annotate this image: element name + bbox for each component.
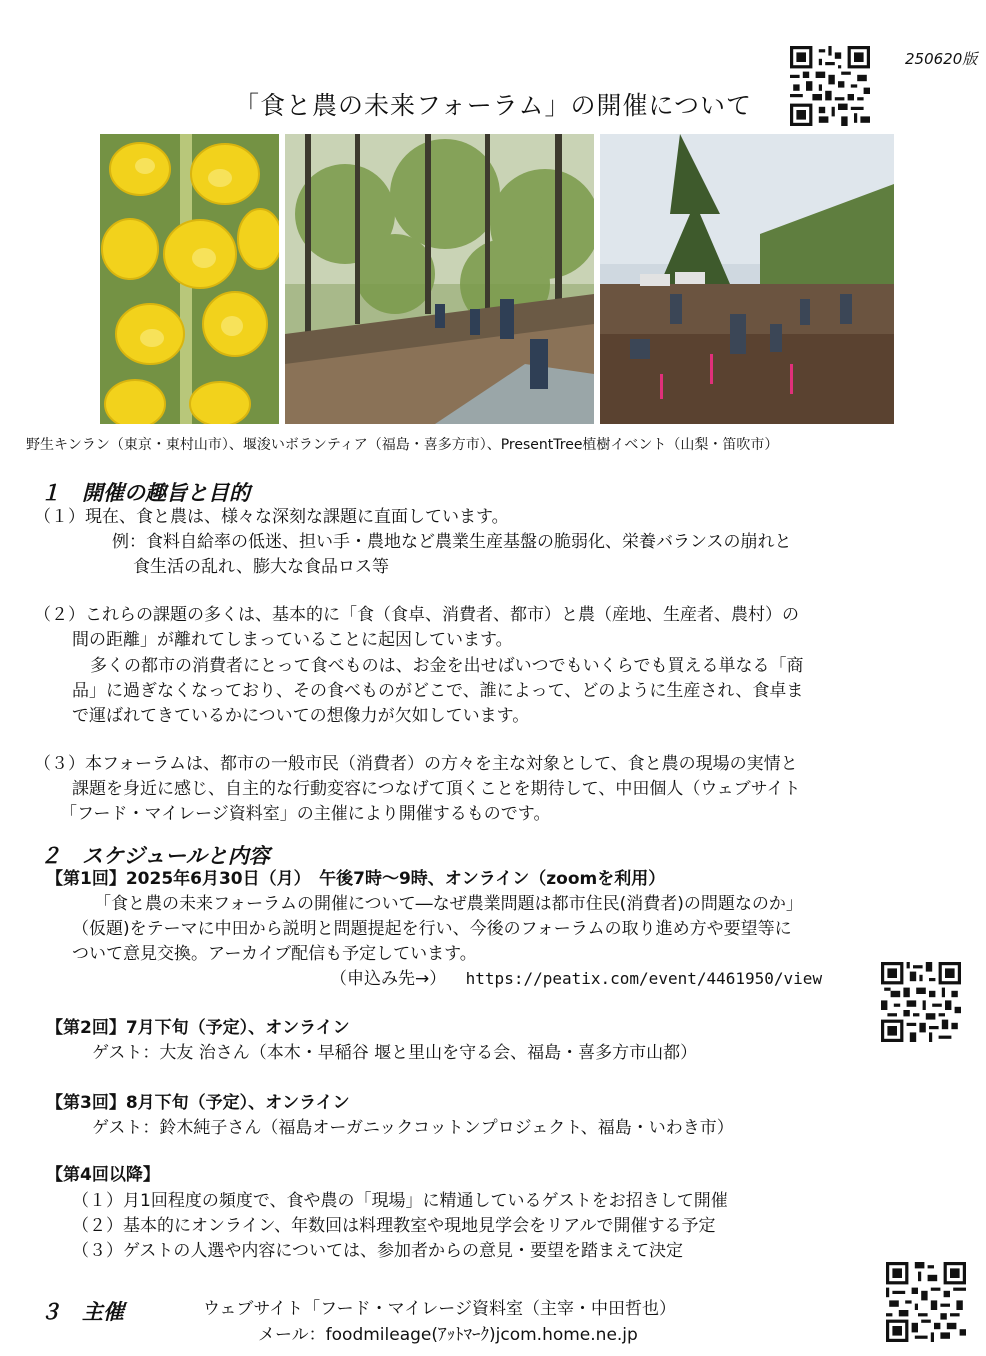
section1-p3-line3: 「フード・マイレージ資料室」の主催により開催するものです。	[60, 804, 551, 824]
session1-url-link[interactable]: https://peatix.com/event/4461950/view	[465, 969, 823, 988]
version-label: 250620版	[905, 50, 978, 68]
session4-heading	[46, 1163, 160, 1187]
section1-p1-line3: 食生活の乱れ、膨大な食品ロス等	[133, 557, 390, 577]
section1-p2-line3: 多くの都市の消費者にとって食べものは、お金を出せばいつでもいくらでも買える単なる「商	[90, 656, 804, 676]
photo-weir-volunteers	[285, 134, 594, 424]
photo-kinran-flower	[100, 134, 279, 424]
session3-heading	[46, 1091, 350, 1115]
session1-line1: 「食と農の未来フォーラムの開催について―なぜ農業問題は都市住民(消費者)の問題なのか」	[94, 894, 803, 914]
session1-line2: （仮題)をテーマに中田から説明と問題提起を行い、今後のフォーラムの取り進め方や要望等に	[72, 919, 792, 939]
section1-p2-line1: （２）これらの課題の多くは、基本的に「食（食卓、消費者、都市）と農（産地、生産者、農村）の	[34, 605, 799, 625]
session2-heading-text: 【第2回】7月下旬（予定）、オンライン	[46, 1018, 350, 1038]
session3-guest: ゲスト：鈴木純子さん（福島オーガニックコットンプロジェクト、福島・いわき市）	[92, 1118, 734, 1138]
photo-tree-planting	[600, 134, 894, 424]
session4-item2: （２）基本的にオンライン、年数回は料理教室や現地見学会をリアルで開催する予定	[72, 1216, 716, 1236]
session1-heading	[46, 867, 665, 891]
session4-item1: （１）月1回程度の頻度で、食や農の「現場」に精通しているゲストをお招きして開催	[72, 1191, 728, 1211]
section1-p2-line5: で運ばれてきているかについての想像力が欠如しています。	[72, 706, 530, 726]
section1-p1-line2: 例：食料自給率の低迷、担い手・農地など農業生産基盤の脆弱化、栄養バランスの崩れと	[112, 532, 792, 552]
session1-line3: ついて意見交換。アーカイブ配信も予定しています。	[72, 944, 477, 964]
session3-heading-text: 【第3回】8月下旬（予定）、オンライン	[46, 1093, 350, 1113]
mail-line: メール：foodmileage(ｱｯﾄﾏｰｸ)jcom.home.ne.jp	[258, 1325, 638, 1345]
section3-heading: ３ 主催	[40, 1300, 124, 1324]
qr-code-bottom[interactable]	[886, 1262, 966, 1342]
session4-item3: （３）ゲストの人選や内容については、参加者からの意見・要望を踏まえて決定	[72, 1241, 683, 1261]
section1-p3-line2: 課題を身近に感じ、自主的な行動変容につなげて頂くことを期待して、中田個人（ウェブサイト	[72, 779, 801, 799]
section1-p1-line1: （１）現在、食と農は、様々な深刻な課題に直面しています。	[34, 507, 509, 527]
session2-heading	[46, 1016, 350, 1040]
session2-guest: ゲスト：大友 治さん（本木・早稲谷 堰と里山を守る会、福島・喜多方市山都）	[92, 1043, 698, 1063]
organizer-line: ウェブサイト「フード・マイレージ資料室（主宰・中田哲也）	[203, 1299, 676, 1319]
session1-heading-text: 【第1回】2025年6月30日（月） 午後7時～9時、オンライン（zoomを利用）	[46, 869, 666, 889]
page-title: 「食と農の未来フォーラム」の開催について	[233, 91, 752, 120]
session4-heading-text: 【第4回以降】	[46, 1165, 160, 1185]
section1-p3-line1: （３）本フォーラムは、都市の一般市民（消費者）の方々を主な対象として、食と農の現場の実情と	[34, 754, 798, 774]
qr-code-session1[interactable]	[881, 962, 961, 1042]
section1-p2-line4: 品」に過ぎなくなっており、その食べものがどこで、誰によって、どのように生産され、食卓ま	[72, 681, 804, 701]
section2-heading: ２ スケジュールと内容	[40, 844, 270, 868]
photo-caption: 野生キンラン（東京・東村山市）、堰浚いボランティア（福島・喜多方市）、PresentTree植樹イベント（山梨・笛吹市）	[26, 437, 779, 453]
section1-p2-line2: 間の距離」が離れてしまっていることに起因しています。	[72, 630, 513, 650]
section1-heading: １ 開催の趣旨と目的	[40, 481, 250, 505]
session1-apply-label: （申込み先→）	[330, 969, 447, 989]
session1-apply	[330, 967, 822, 991]
